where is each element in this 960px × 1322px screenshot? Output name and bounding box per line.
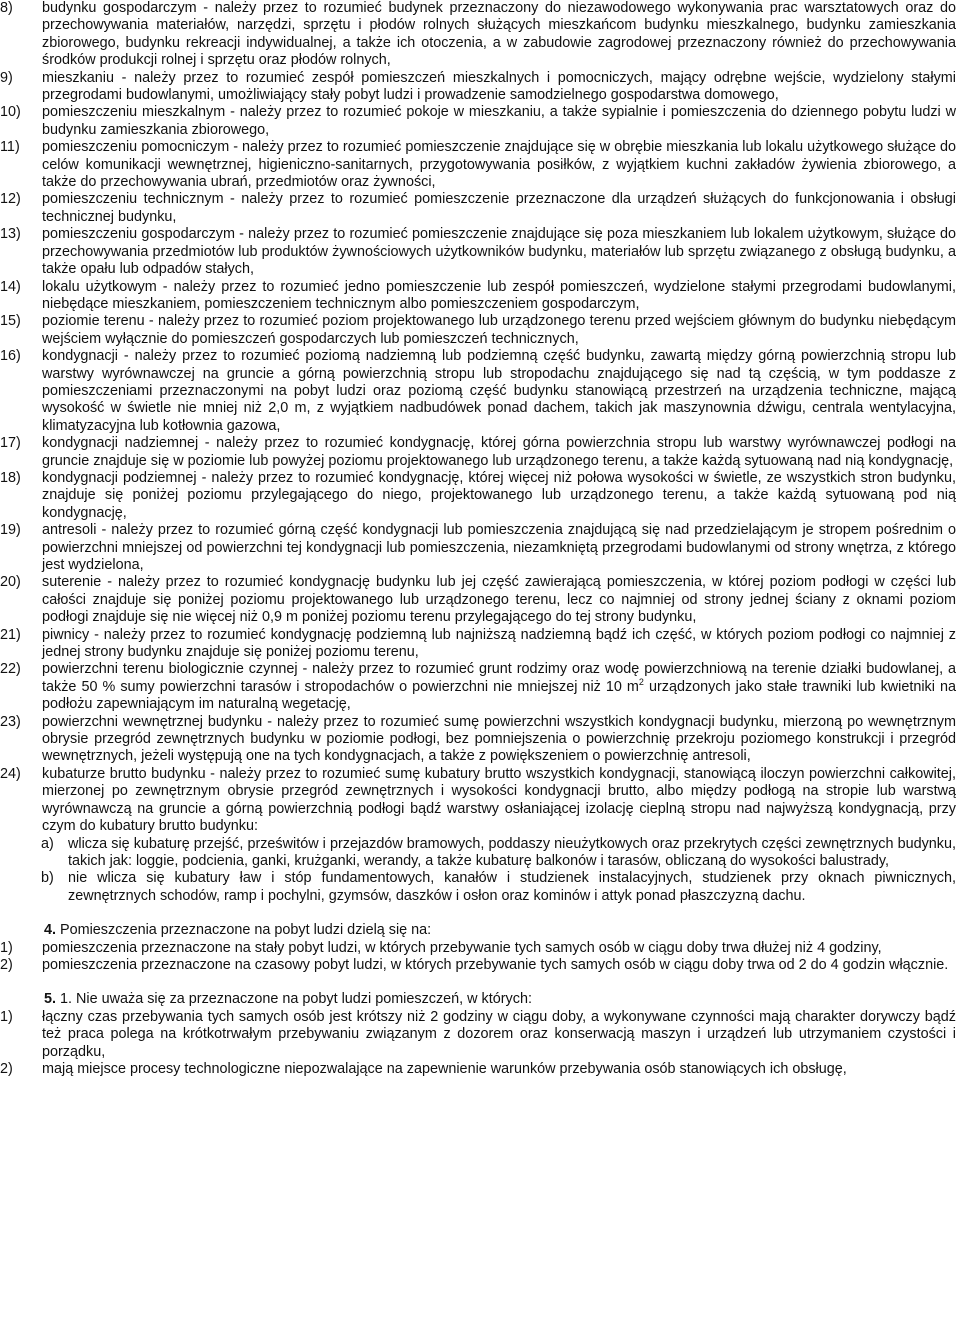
list-item-text: powierzchni terenu biologicznie czynnej - należy przez to rozumieć grunt rodzimy oraz wodę powierzchniową na terenie działki budowlanej, a także 50 % sumy powierzchni tarasów i stropodachów o powierzchni nie mniejszej niż 10 m [42, 661, 956, 695]
list-item-text: kondygnacji - należy przez to rozumieć poziomą nadziemną lub podziemną część budynku, zawartą między górną powierzchnią stropu lub warstwy wyrównawczej na gruncie a górną powierzchnią stropu lub stropodachu znajdującego się nad tą częścią, w tym poddasze z pomieszczeniami przeznaczonymi na pobyt ludzi oraz poziomą część budynku stanowiącą przestrzeń na urządzenia techniczne, mającą wysokość w świetle nie mniej niż 2,0 m, z wyjątkiem nadbudówek ponad dachem, takich jak maszynownia dźwigu, centrala wentylacyjna, klimatyzacyjna lub kotłownia gazowa, [42, 348, 956, 434]
list-item-number: 20) [0, 574, 21, 591]
list-item-text-continued: urządzonych jako stałe trawniki lub kwietniki na podłożu zapewniającym im naturalną wegetację, [42, 678, 956, 713]
list-item-23 [0, 714, 956, 766]
list-item-number: 19) [0, 522, 21, 539]
list-item-20 [0, 574, 956, 626]
section-5-list [0, 1009, 956, 1079]
sub-item-text: wlicza się kubaturę przejść, prześwitów i przejazdów bramowych, poddaszy nieużytkowych oraz przekrytych części zewnętrznych budynku, takich jak: loggie, podcienia, ganki, krużganki, werandy, a także kubaturę balkonów i tarasów, obliczaną do wysokości balustrady, [68, 835, 956, 869]
superscript: 2 [638, 676, 644, 687]
list-item-text: kondygnacji podziemnej - należy przez to rozumieć kondygnację, której więcej niż połowa wysokości w świetle, ze wszystkich stron budynku, znajduje się poniżej poziomu przylegającego do niego, projektowanego lub urządzonego terenu, a także każdą sytuowaną pod nią kondygnację, [42, 469, 956, 521]
list-item-15 [0, 313, 956, 348]
list-item-number: 9) [0, 69, 13, 86]
list-item-8 [0, 0, 956, 70]
list-item-text: pomieszczeniu pomocniczym - należy przez to rozumieć pomieszczenie znajdujące się w obrębie mieszkania lub lokalu użytkowego służące do celów komunikacji wewnętrznej, higieniczno-sanitarnych, przygotowywania posiłków, z wyjątkiem kuchni zakładów żywienia zbiorowego, a także do przechowywania ubrań, przedmiotów oraz żywności, [42, 139, 956, 191]
list-item-number: 15) [0, 313, 21, 330]
section-4-list [0, 940, 956, 975]
list-item [0, 1061, 956, 1078]
list-item-text: suterenie - należy przez to rozumieć kondygnację budynku lub jej część zawierającą pomieszczenia, w której poziom podłogi w części lub całości znajduje się poniżej poziomu projektowanego lub urządzonego terenu, lecz co najmniej od strony jednej ściany z oknami poziom podłogi znajduje się nie więcej niż 0,9 m poniżej poziomu terenu przylegającego do tej strony budynku, [42, 574, 956, 626]
list-item-16 [0, 348, 956, 435]
sub-item-b [0, 870, 956, 905]
list-item-text: kubaturze brutto budynku - należy przez to rozumieć sumę kubatury brutto wszystkich kondygnacji, stanowiącą iloczyn powierzchni całkowitej, mierzonej po zewnętrznym obrysie przegród zewnętrznych i wysokości kondygnacji brutto, albo między podłogą na stropie lub warstwą wyrównawczą na gruncie a górną powierzchnią podłogi bądź warstwy osłaniającej izolację cieplną stropu nad najwyższą kondygnacją, przy czym do kubatury brutto budynku: [42, 765, 956, 835]
list-item-text: lokalu użytkowym - należy przez to rozumieć jedno pomieszczenie lub zespół pomieszczeń, wydzielone stałymi przegrodami budowlanymi, niebędące mieszkaniem, pomieszczeniem technicznym albo pomieszczeniem gospodarczym, [42, 278, 956, 312]
list-item-text: pomieszczeniu technicznym - należy przez to rozumieć pomieszczenie przeznaczone dla urządzeń służących do funkcjonowania i obsługi technicznej budynku, [42, 191, 956, 225]
section-5-heading [0, 991, 956, 1008]
list-item [0, 1009, 956, 1061]
list-item-number: 22) [0, 661, 21, 678]
section-title: 1. Nie uważa się za przeznaczone na pobyt ludzi pomieszczeń, w których: [56, 991, 532, 1008]
list-item-text: mieszkaniu - należy przez to rozumieć zespół pomieszczeń mieszkalnych i pomocniczych, mający odrębne wejście, wydzielony stałymi przegrodami budowlanymi, umożliwiający stały pobyt ludzi i prowadzenie samodzielnego gospodarstwa domowego, [42, 69, 956, 104]
list-item-number: 16) [0, 348, 21, 365]
list-item-14 [0, 279, 956, 314]
section-title: Pomieszczenia przeznaczone na pobyt ludzi dzielą się na: [56, 922, 432, 939]
list-item-text: pomieszczeniu gospodarczym - należy przez to rozumieć pomieszczenie znajdujące się poza mieszkaniem lub lokalem użytkowym, służące do przechowywania przedmiotów lub produktów żywnościowych użytkowników budynku, materiałów lub sprzętu związanego z obsługą budynku, a także opału lub odpadów stałych, [42, 226, 956, 278]
list-item-number: 2) [0, 956, 13, 973]
list-item-text: kondygnacji nadziemnej - należy przez to rozumieć kondygnację, której górna powierzchnia stropu lub warstwy wyrównawczej podłogi na gruncie znajduje się w poziomie lub powyżej poziomu projektowanego lub urządzonego terenu, a także każdą sytuowaną nad nią kondygnację, [42, 435, 956, 469]
section-number: 4. [44, 922, 57, 939]
list-item-10 [0, 104, 956, 139]
list-item-text: pomieszczeniu mieszkalnym - należy przez to rozumieć pokoje w mieszkaniu, a także sypialnie i pomieszczenia do dziennego pobytu ludzi w budynku zamieszkania zbiorowego, [42, 104, 956, 138]
list-item-17 [0, 435, 956, 470]
list-item-number: 13) [0, 226, 21, 243]
sub-item-letter: b) [41, 870, 54, 887]
list-item-text: antresoli - należy przez to rozumieć górną część kondygnacji lub pomieszczenia znajdującą się nad przedzielającym je stropem pośrednim o powierzchni mniejszej od powierzchni tej kondygnacji lub pomieszczenia, niezamkniętą przegrodami budowlanymi od strony wnętrza, z którego jest wydzielona, [42, 522, 956, 573]
list-item-12 [0, 191, 956, 226]
list-item-number: 23) [0, 713, 21, 730]
list-item-number: 14) [0, 278, 21, 295]
section-4-heading [0, 922, 956, 939]
list-item-11 [0, 139, 956, 191]
list-item-number: 1) [0, 1008, 13, 1025]
sub-item-letter: a) [41, 835, 54, 852]
list-item-number: 2) [0, 1060, 13, 1077]
list-item-number: 18) [0, 469, 21, 486]
list-item-text: łączny czas przebywania tych samych osób jest krótszy niż 2 godziny w ciągu doby, a wykonywane czynności mają charakter dorywczy bądź też praca polega na krótkotrwałym przebywaniu związanym z dozorem oraz konserwacją maszyn i urządzeń lub utrzymaniem czystości i porządku, [42, 1008, 956, 1060]
list-item-24 [0, 766, 956, 836]
list-item-text: pomieszczenia przeznaczone na czasowy pobyt ludzi, w których przebywanie tych samych osób w ciągu doby trwa od 2 do 4 godzin włącznie. [42, 956, 949, 973]
list-item-number: 21) [0, 626, 21, 643]
list-item [0, 957, 956, 974]
list-item-number: 24) [0, 765, 21, 782]
section-number: 5. [44, 991, 57, 1008]
list-item-number: 1) [0, 939, 13, 956]
list-item-number: 17) [0, 435, 21, 452]
list-item-text: mają miejsce procesy technologiczne niepozwalające na zapewnienie warunków przebywania osób stanowiących ich obsługę, [42, 1060, 847, 1077]
sub-item-text: nie wlicza się kubatury ław i stóp fundamentowych, kanałów i studzienek instalacyjnych, studzienek przy oknach piwnicznych, zewnętrznych schodów, ramp i pochylni, gzymsów, daszków i osłon oraz kominów i attyk ponad płaszczyzną dachu. [68, 870, 956, 904]
list-item-13 [0, 226, 956, 278]
list-item-22 [0, 661, 956, 713]
sub-item-a [0, 836, 956, 871]
list-item-9 [0, 70, 956, 105]
list-item-number: 11) [0, 139, 20, 156]
list-item-number: 8) [0, 0, 13, 16]
list-item-18 [0, 470, 956, 522]
list-item-number: 10) [0, 104, 21, 121]
list-item-text: poziomie terenu - należy przez to rozumieć poziom projektowanego lub urządzonego terenu przed wejściem głównym do budynku niebędącym wejściem wyłącznie do pomieszczeń gospodarczych lub pomieszczeń technicznych, [42, 313, 956, 347]
list-item [0, 940, 956, 957]
list-item-text: piwnicy - należy przez to rozumieć kondygnację podziemną lub najniższą nadziemną bądź ich część, w których poziom podłogi co najmniej z jednej strony budynku znajduje się poniżej poziomu terenu, [42, 626, 956, 661]
list-item-19 [0, 522, 956, 574]
list-item-text: budynku gospodarczym - należy przez to rozumieć budynek przeznaczony do niezawodowego wykonywania prac warsztatowych oraz do przechowywania materiałów, narzędzi, sprzętu i płodów rolnych służących mieszkańcom budynku mieszkalnego, budynku zamieszkania zbiorowego, budynku rekreacji indywidualnej, a także ich otoczenia, a w zabudowie zagrodowej przeznaczony również do przechowywania środków produkcji rolnej i sprzętu oraz płodów rolnych, [42, 0, 956, 69]
list-item-number: 12) [0, 191, 21, 208]
list-item-21 [0, 627, 956, 662]
list-item-text: powierzchni wewnętrznej budynku - należy przez to rozumieć sumę powierzchni wszystkich kondygnacji budynku, mierzoną po wewnętrznym obrysie przegród zewnętrznych budynku w poziomie podłogi, bez pomniejszenia o powierzchnię przekroju poziomego konstrukcji i przegród wewnętrznych, jeżeli występują one na tych kondygnacjach, a także z powiększeniem o powierzchnię antresoli, [42, 713, 956, 765]
list-item-text: pomieszczenia przeznaczone na stały pobyt ludzi, w których przebywanie tych samych osób w ciągu doby trwa dłużej niż 4 godziny, [42, 939, 882, 956]
